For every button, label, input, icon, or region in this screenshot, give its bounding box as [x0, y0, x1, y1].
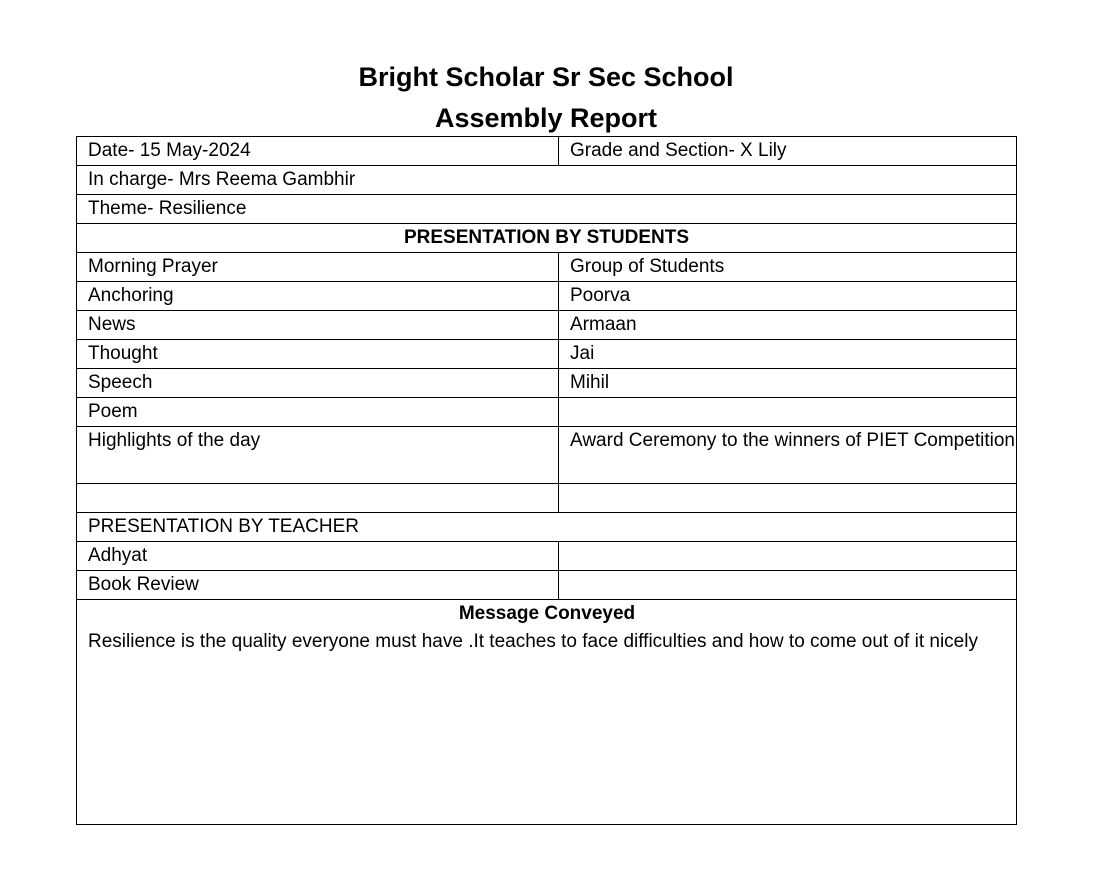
item-cell: Adhyat — [77, 542, 559, 571]
theme-cell: Theme- Resilience — [77, 195, 1017, 224]
students-section-heading: PRESENTATION BY STUDENTS — [77, 224, 1017, 253]
table-row — [77, 369, 1017, 398]
item-cell: Anchoring — [77, 282, 559, 311]
presenter-cell: Mihil — [559, 369, 1017, 398]
table-row — [77, 484, 1017, 513]
presenter-cell — [559, 542, 1017, 571]
empty-cell — [559, 484, 1017, 513]
table-row — [77, 340, 1017, 369]
table-row — [77, 427, 1017, 484]
assembly-report-table — [76, 136, 1017, 825]
item-cell: Book Review — [77, 571, 559, 600]
table-row — [77, 137, 1017, 166]
presenter-cell: Poorva — [559, 282, 1017, 311]
item-cell: Speech — [77, 369, 559, 398]
table-row — [77, 542, 1017, 571]
table-row — [77, 398, 1017, 427]
grade-section-cell: Grade and Section- X Lily — [559, 137, 1017, 166]
table-row — [77, 311, 1017, 340]
item-cell: Poem — [77, 398, 559, 427]
teacher-section-heading: PRESENTATION BY TEACHER — [77, 513, 1017, 542]
table-row — [77, 282, 1017, 311]
report-title: Assembly Report — [434, 103, 658, 133]
table-row — [77, 253, 1017, 282]
table-row — [77, 166, 1017, 195]
item-cell: News — [77, 311, 559, 340]
item-cell: Highlights of the day — [77, 427, 559, 484]
table-row — [77, 600, 1017, 825]
empty-cell — [77, 484, 559, 513]
in-charge-cell: In charge- Mrs Reema Gambhir — [77, 166, 1017, 195]
presenter-cell — [559, 571, 1017, 600]
presenter-cell: Group of Students — [559, 253, 1017, 282]
presenter-cell: Award Ceremony to the winners of PIET Competition — [559, 427, 1017, 484]
item-cell: Morning Prayer — [77, 253, 559, 282]
table-row — [77, 224, 1017, 253]
table-row — [77, 571, 1017, 600]
message-text: Resilience is the quality everyone must have .It teaches to face difficulties and how to come out of it nicely — [88, 631, 978, 652]
presenter-cell — [559, 398, 1017, 427]
presenter-cell: Jai — [559, 340, 1017, 369]
table-row — [77, 513, 1017, 542]
message-cell — [77, 600, 1017, 825]
date-cell: Date- 15 May-2024 — [77, 137, 559, 166]
table-row — [77, 195, 1017, 224]
presenter-cell: Armaan — [559, 311, 1017, 340]
school-name: Bright Scholar Sr Sec School — [358, 62, 734, 92]
item-cell: Thought — [77, 340, 559, 369]
message-heading: Message Conveyed — [458, 603, 636, 624]
